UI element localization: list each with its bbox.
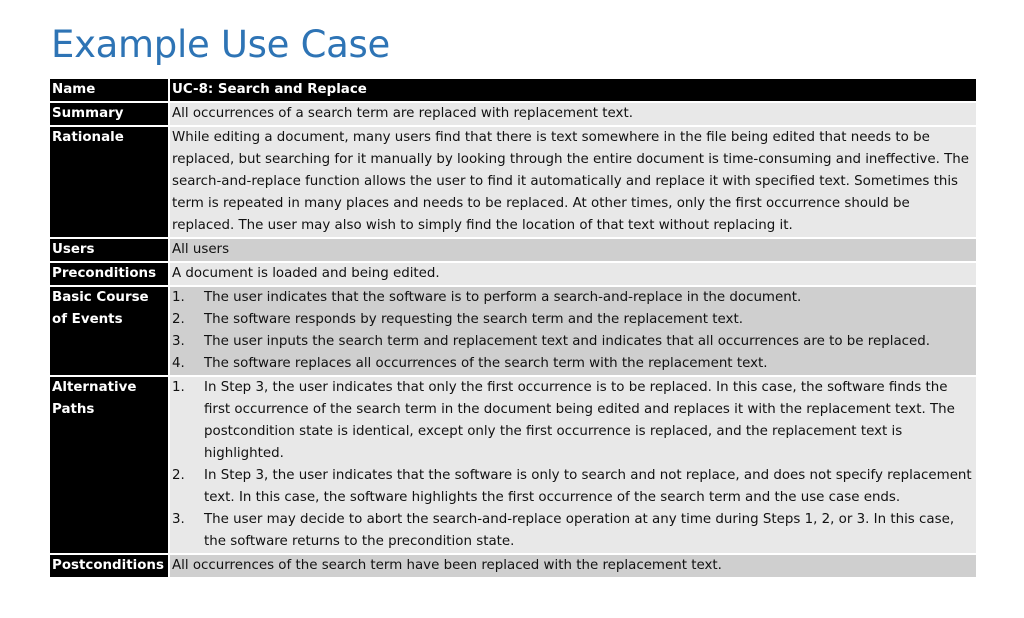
row-value-summary: All occurrences of a search term are replaced with replacement text. (169, 102, 976, 126)
row-label-name: Name (50, 79, 169, 102)
row-label-preconditions: Preconditions (50, 262, 169, 286)
use-case-table (50, 79, 976, 579)
step-text: In Step 3, the user indicates that the software is only to search and not replace, and does not specify replacement text. In this case, the software highlights the first occurrence of the search term and the use case ends. (204, 468, 972, 505)
alternative-path-step (172, 377, 976, 465)
alternative-path-step (172, 465, 976, 509)
row-value-name: UC-8: Search and Replace (169, 79, 976, 102)
row-value-alternative-paths (169, 376, 976, 554)
row-rationale (50, 126, 976, 238)
step-number: 1. (172, 380, 185, 395)
step-number: 1. (172, 290, 185, 305)
step-text: The user may decide to abort the search-and-replace operation at any time during Steps 1, 2, or 3. In this case, the software returns to the precondition state. (204, 512, 955, 549)
row-label-alternative-paths: Alternative Paths (50, 376, 169, 554)
row-label-rationale: Rationale (50, 126, 169, 238)
step-number: 3. (172, 334, 185, 349)
row-label-users: Users (50, 238, 169, 262)
row-value-rationale: While editing a document, many users find that there is text somewhere in the file being edited that needs to be replaced, but searching for it manually by looking through the entire document is time-consuming and ineffective. The search-and-replace function allows the user to find it automatically and replace it with specified text. Sometimes this term is repeated in many places and needs to be replaced. At other times, only the first occurrence should be replaced. The user may also wish to simply find the location of that text without replacing it. (169, 126, 976, 238)
step-number: 3. (172, 512, 185, 527)
step-number: 2. (172, 468, 185, 483)
page-title: Example Use Case (51, 23, 390, 66)
row-summary (50, 102, 976, 126)
row-alternative-paths (50, 376, 976, 554)
row-label-summary: Summary (50, 102, 169, 126)
basic-course-step (172, 353, 976, 375)
row-postconditions (50, 554, 976, 578)
row-label-postconditions: Postconditions (50, 554, 169, 578)
row-label-basic-course: Basic Course of Events (50, 286, 169, 376)
row-value-basic-course (169, 286, 976, 376)
step-text: The user inputs the search term and replacement text and indicates that all occurrences are to be replaced. (204, 334, 931, 349)
step-number: 2. (172, 312, 185, 327)
row-basic-course (50, 286, 976, 376)
basic-course-step (172, 309, 976, 331)
step-number: 4. (172, 356, 185, 371)
step-text: The user indicates that the software is to perform a search-and-replace in the document. (204, 290, 802, 305)
row-preconditions (50, 262, 976, 286)
alternative-paths-list (172, 377, 976, 553)
basic-course-step (172, 331, 976, 353)
row-value-preconditions: A document is loaded and being edited. (169, 262, 976, 286)
basic-course-list (172, 287, 976, 375)
step-text: The software responds by requesting the search term and the replacement text. (204, 312, 743, 327)
row-users (50, 238, 976, 262)
step-text: The software replaces all occurrences of the search term with the replacement text. (204, 356, 768, 371)
row-name (50, 79, 976, 102)
step-text: In Step 3, the user indicates that only the first occurrence is to be replaced. In this case, the software finds the first occurrence of the search term in the document being edited and replaces it with the replacement text. The postcondition state is identical, except only the first occurrence is replaced, and the replacement text is highlighted. (204, 380, 955, 461)
basic-course-step (172, 287, 976, 309)
row-value-users: All users (169, 238, 976, 262)
row-value-postconditions: All occurrences of the search term have been replaced with the replacement text. (169, 554, 976, 578)
alternative-path-step (172, 509, 976, 553)
